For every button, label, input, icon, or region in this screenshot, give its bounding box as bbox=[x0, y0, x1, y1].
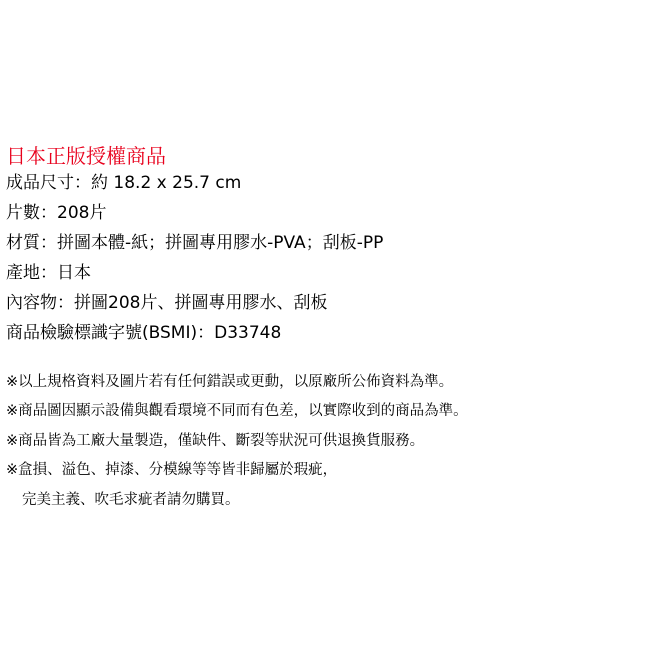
spec-size: 成品尺寸：約 18.2 x 25.7 cm bbox=[6, 173, 242, 193]
note-data-accuracy: ※以上規格資料及圖片若有任何錯誤或更動，以原廠所公佈資料為準。 bbox=[6, 374, 454, 390]
spec-bsmi: 商品檢驗標識字號(BSMI)：D33748 bbox=[6, 323, 282, 343]
spec-contents: 內容物：拼圖208片、拼圖專用膠水、刮板 bbox=[6, 293, 328, 313]
spec-origin: 產地：日本 bbox=[6, 263, 91, 283]
spec-material: 材質：拼圖本體-紙；拼圖專用膠水-PVA；刮板-PP bbox=[6, 233, 384, 253]
note-return-policy: ※商品皆為工廠大量製造，僅缺件、斷裂等狀況可供退換貨服務。 bbox=[6, 433, 425, 449]
spec-piece-count: 片數：208片 bbox=[6, 203, 107, 223]
note-defects: ※盒損、溢色、掉漆、分模線等等皆非歸屬於瑕疵， bbox=[6, 462, 338, 478]
note-perfectionist: 完美主義、吹毛求疵者請勿購買。 bbox=[22, 492, 240, 508]
note-color-difference: ※商品圖因顯示設備與觀看環境不同而有色差，以實際收到的商品為準。 bbox=[6, 403, 468, 419]
product-title: 日本正版授權商品 bbox=[6, 144, 166, 168]
